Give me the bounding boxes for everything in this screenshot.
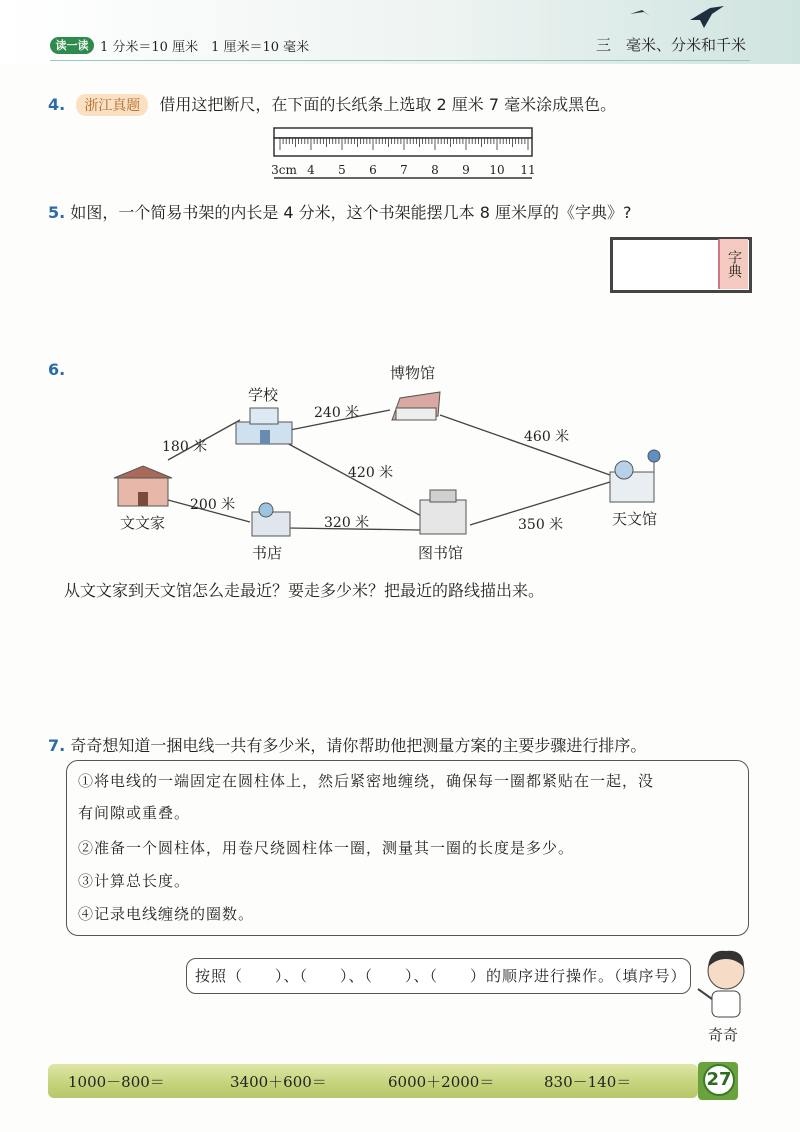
header-formula: 1 分米＝10 厘米 1 厘米＝10 毫米 [100,40,310,55]
distance-home-bookstore: 200 米 [190,497,236,513]
calc-4: 830－140＝ [544,1073,632,1091]
distance-school-library: 420 米 [348,465,394,481]
question-text: 如图，一个简易书架的内长是 4 分米，这个书架能摆几本 8 厘米厚的《字典》? [70,203,632,222]
calc-1: 1000－800＝ [68,1073,165,1091]
ruler-label: 10 [489,163,505,177]
place-museum: 博物馆 [390,364,436,382]
ruler-label: 4 [307,163,315,177]
distance-home-school: 180 米 [162,439,208,455]
school-icon [236,408,292,444]
observatory-icon [610,450,660,502]
broken-ruler [272,126,534,184]
distance-library-observatory: 350 米 [518,517,564,533]
ruler-label: 5 [338,163,346,177]
header-divider [50,60,750,61]
place-school: 学校 [248,386,279,404]
ruler-label: 3cm [271,163,297,177]
question-number: 4. [48,95,66,114]
ruler-label: 6 [369,163,377,177]
read-badge: 读一读 [50,37,94,54]
question-text: 借用这把断尺，在下面的长纸条上选取 2 厘米 7 毫米涂成黑色。 [159,95,617,114]
step-2: ②准备一个圆柱体，用卷尺绕圆柱体一圈，测量其一圈的长度是多少。 [78,839,575,857]
question-6-text: 从文文家到天文馆怎么走最近？要走多少米？把最近的路线描出来。 [64,581,545,600]
chapter-title: 三 毫米、分米和千米 [596,36,747,54]
step-1-continued: 有间隙或重叠。 [78,804,191,822]
page-number: 27 [703,1064,735,1096]
question-5 [48,200,632,223]
calc-3: 6000＋2000＝ [388,1073,495,1091]
question-text: 奇奇想知道一捆电线一共有多少米，请你帮助他把测量方案的主要步骤进行排序。 [70,736,647,755]
place-observatory: 天文馆 [612,510,658,528]
ruler-label: 9 [462,163,470,177]
place-library: 图书馆 [418,544,464,562]
bookstore-icon [252,503,290,536]
library-icon [420,490,466,534]
ruler-label: 8 [431,163,439,177]
distance-school-museum: 240 米 [314,405,360,421]
character-name: 奇奇 [708,1026,739,1044]
step-4: ④记录电线缠绕的圈数。 [78,905,255,923]
calc-2: 3400＋600＝ [230,1073,327,1091]
place-home: 文文家 [120,514,166,532]
route-map [100,360,700,570]
question-7 [48,733,646,756]
step-3: ③计算总长度。 [78,872,191,890]
place-bookstore: 书店 [252,544,283,562]
answer-sentence: 按照（ ）、（ ）、（ ）、（ ）的顺序进行操作。（填序号） [186,958,691,994]
ruler-label: 11 [520,163,536,177]
ruler-label: 7 [400,163,408,177]
question-number: 6. [48,360,66,379]
question-number: 5. [48,203,66,222]
dictionary-book: 字典 [718,239,748,289]
distance-bookstore-library: 320 米 [324,515,370,531]
distance-museum-observatory: 460 米 [524,429,570,445]
step-1: ①将电线的一端固定在圆柱体上，然后紧密地缠绕，确保每一圈都紧贴在一起，没 [78,772,655,790]
museum-icon [392,392,440,420]
question-4 [48,92,616,116]
source-tag: 浙江真题 [76,94,148,116]
boy-character-icon [690,945,760,1025]
question-number: 7. [48,736,66,755]
house-icon [114,466,172,506]
